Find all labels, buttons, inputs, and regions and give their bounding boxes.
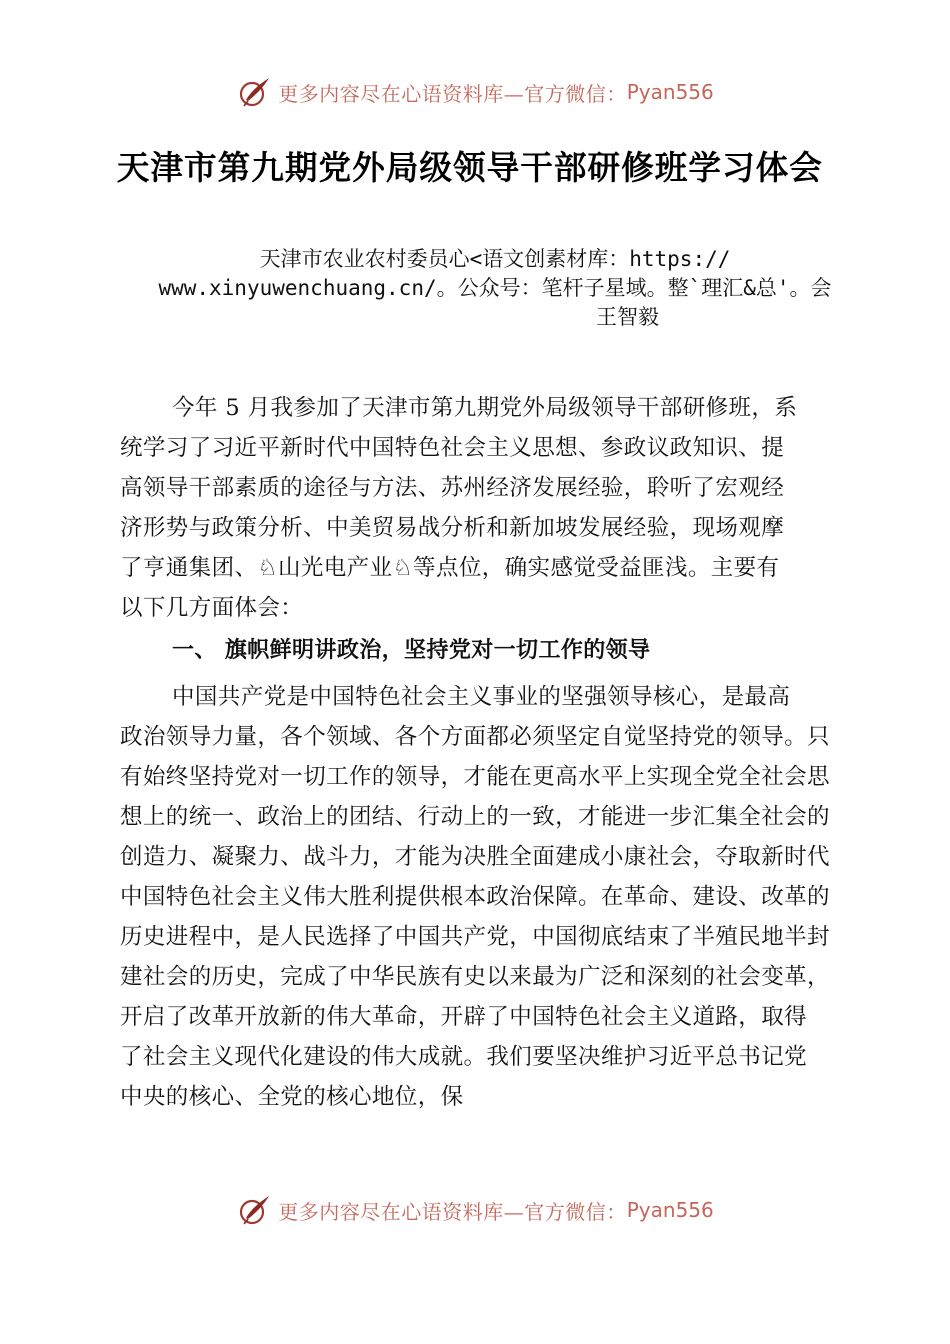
body-line: 开启了改革开放新的伟大革命，开辟了中国特色社会主义道路，取得 xyxy=(120,1004,808,1030)
body-line: 以下几方面体会： xyxy=(120,595,304,621)
body-line: 想上的统一、政治上的团结、行动上的一致，才能进一步汇集全社会的 xyxy=(120,804,830,830)
body-line: 中国共产党是中国特色社会主义事业的坚强领导核心，是最高 xyxy=(172,684,791,710)
author-name: 王智毅 xyxy=(596,305,659,329)
document-title: 天津市第九期党外局级领导干部研修班学习体会 xyxy=(116,148,823,187)
banner-text: 更多内容尽在心语资料库—官方微信： xyxy=(278,1199,627,1224)
subtitle-line-1: 天津市农业农村委员心<语文创素材库：https:// xyxy=(259,247,731,271)
body-line: 中国特色社会主义伟大胜利提供根本政治保障。在革命、建设、改革的 xyxy=(120,884,830,910)
header-banner xyxy=(0,70,950,114)
body-line: 济形势与政策分析、中美贸易战分析和新加坡发展经验，现场观摩 xyxy=(120,515,785,541)
body-line: 统学习了习近平新时代中国特色社会主义思想、参政议政知识、提 xyxy=(120,435,785,461)
body-line: 了亨通集团、♘山光电产业♘等点位，确实感觉受益匪浅。主要有 xyxy=(120,555,780,581)
body-line: 了社会主义现代化建设的伟大成就。我们要坚决维护习近平总书记党 xyxy=(120,1044,808,1070)
banner-wechat-id: Pyan556 xyxy=(626,80,714,104)
body-line: 政治领导力量，各个领域、各个方面都必须坚定自觉坚持党的领导。只 xyxy=(120,724,830,750)
quill-logo-icon xyxy=(236,74,272,110)
quill-logo-icon xyxy=(236,1192,272,1228)
footer-banner xyxy=(0,1188,950,1232)
body-line: 中央的核心、全党的核心地位，保 xyxy=(120,1084,464,1110)
section-heading-1: 一、 旗帜鲜明讲政治，坚持党对一切工作的领导 xyxy=(172,638,651,663)
banner-text: 更多内容尽在心语资料库—官方微信： xyxy=(278,81,627,106)
body-line: 历史进程中，是人民选择了中国共产党，中国彻底结束了半殖民地半封 xyxy=(120,924,830,950)
body-line: 高领导干部素质的途径与方法、苏州经济发展经验，聆听了宏观经 xyxy=(120,475,785,501)
body-line: 创造力、凝聚力、战斗力，才能为决胜全面建成小康社会，夺取新时代 xyxy=(120,844,830,870)
subtitle-line-2: www.xinyuwenchuang.cn/。公众号：笔杆子星域。整`理汇&总'。会 xyxy=(158,276,832,300)
body-line: 有始终坚持党对一切工作的领导，才能在更高水平上实现全党全社会思 xyxy=(120,764,830,790)
body-line: 建社会的历史，完成了中华民族有史以来最为广泛和深刻的社会变革， xyxy=(120,964,830,990)
body-line: 今年 5 月我参加了天津市第九期党外局级领导干部研修班，系 xyxy=(172,395,798,421)
banner-wechat-id: Pyan556 xyxy=(626,1198,714,1222)
